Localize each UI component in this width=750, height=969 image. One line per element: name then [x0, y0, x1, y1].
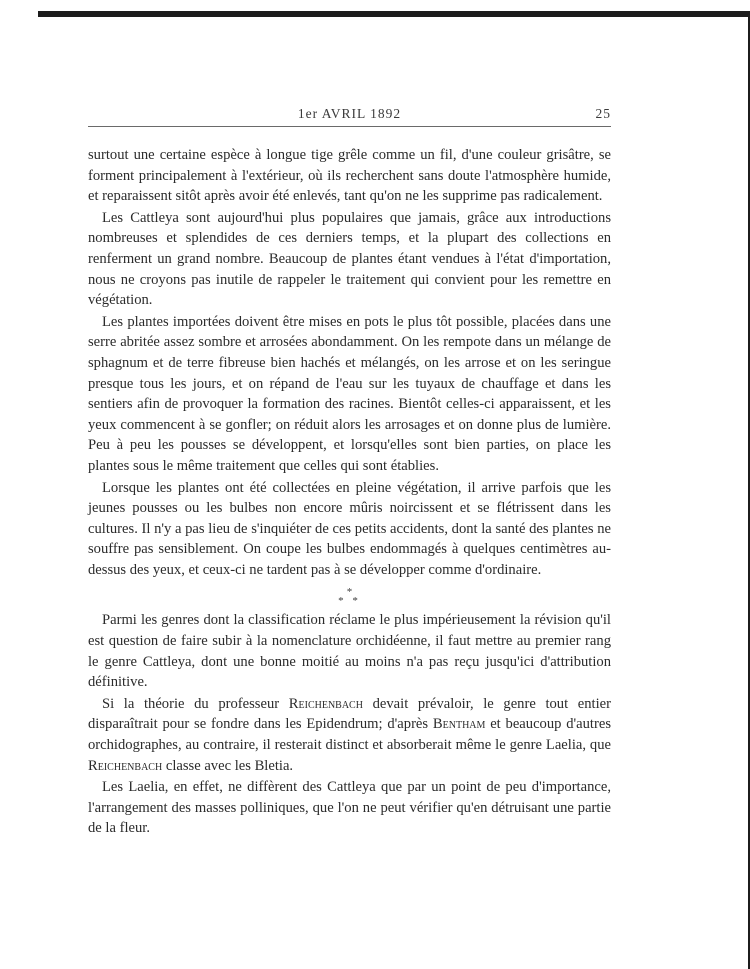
paragraph-1: surtout une certaine espèce à longue tige grêle comme un fil, d'une couleur grisâtre, se forment principalement à l'extérieur, où ils recherchent sans doute l'atmosphère humide, et reparaissent sitôt après avoir été enlevés, tant qu'on ne les supprime pas radicalement.: [88, 147, 611, 205]
paragraph-6-text-b: devait prévaloir, le genre tout entier disparaîtrait pour se fondre dans les Epidendrum; d'après: [88, 695, 612, 733]
asterism-top: *: [346, 586, 353, 599]
paragraph-2: Les Cattleya sont aujourd'hui plus populaires que jamais, grâce aux introductions nombreuses et splendides de ces derniers temps, et la plupart des collections en renferment un grand nombre. Beaucoup de plantes étant vendues à l'état d'importation, nous ne croyons pas inutile de rappeler le traitement qui convient pour les remettre en végétation.: [88, 209, 611, 309]
paragraph-4: Lorsque les plantes ont été collectées en pleine végétation, il arrive parfois que les jeunes pousses ou les bulbes non encore mûris noircissent et se flétrissent dans les cultures. Il n'y a pas lieu de s'inquiéter de ces petits accidents, dont la santé des plantes ne souffre pas sensiblement. On coupe les bulbes endommagés à quelques centimètres au-dessus des yeux, et ceux-ci ne tardent pas à se développer comme d'ordinaire.: [88, 479, 611, 578]
paragraph-6-text-d: classe avec les Bletia.: [162, 757, 294, 774]
header-date: 1er AVRIL 1892: [297, 106, 402, 121]
author-name-bentham: Bentham: [432, 716, 486, 733]
asterism-bottom: * *: [338, 595, 361, 608]
author-name-reichenbach: Reichenbach: [288, 695, 363, 712]
paragraph-3: Les plantes importées doivent être mises en pots le plus tôt possible, placées dans une serre abritée assez sombre et arrosées abondamment. On les rempote dans un mélange de sphagnum et de terre fibreuse bien hachés et mélangés, on les arrose et on les seringue presque tous les jours, et on répand de l'eau sur les tuyaux de chauffage et dans les sentiers afin de provoquer la formation des racines. Bientôt celles-ci apparaissent, et les yeux commencent à se gonfler; on réduit alors les arrosages et on donne plus de lumière. Peu à peu les pousses se développent, et lorsqu'elles sont bien parties, on place les plantes sous le même traitement que celles qui sont établies.: [88, 313, 611, 474]
paragraph-6: [88, 694, 611, 776]
paragraph-5: Parmi les genres dont la classification réclame le plus impérieusement la révision qu'il est question de faire subir à la nomenclature orchidéenne, il faut mettre au premier rang le genre Cattleya, dont une bonne moitié au moins n'a pas reçu jusqu'ici d'attribution définitive.: [88, 612, 611, 691]
section-separator-asterism: [88, 588, 611, 606]
page-number: 25: [595, 106, 611, 121]
scan-border-top: [38, 11, 750, 17]
paragraph-6-text-a: Si la théorie du professeur: [102, 695, 289, 712]
paragraph-7: Les Laelia, en effet, ne diffèrent des Cattleya que par un point de peu d'importance, l'arrangement des masses polliniques, que l'on ne peut vérifier qu'en détruisant une partie de la fleur.: [88, 779, 611, 837]
article-body: [88, 145, 611, 839]
paragraph-6-text-c: et beaucoup d'autres orchidographes, au contraire, il resterait distinct et absorberait même le genre Laelia, que: [88, 716, 611, 754]
running-header: [88, 104, 611, 127]
author-name-reichenbach-2: Reichenbach: [88, 757, 163, 774]
